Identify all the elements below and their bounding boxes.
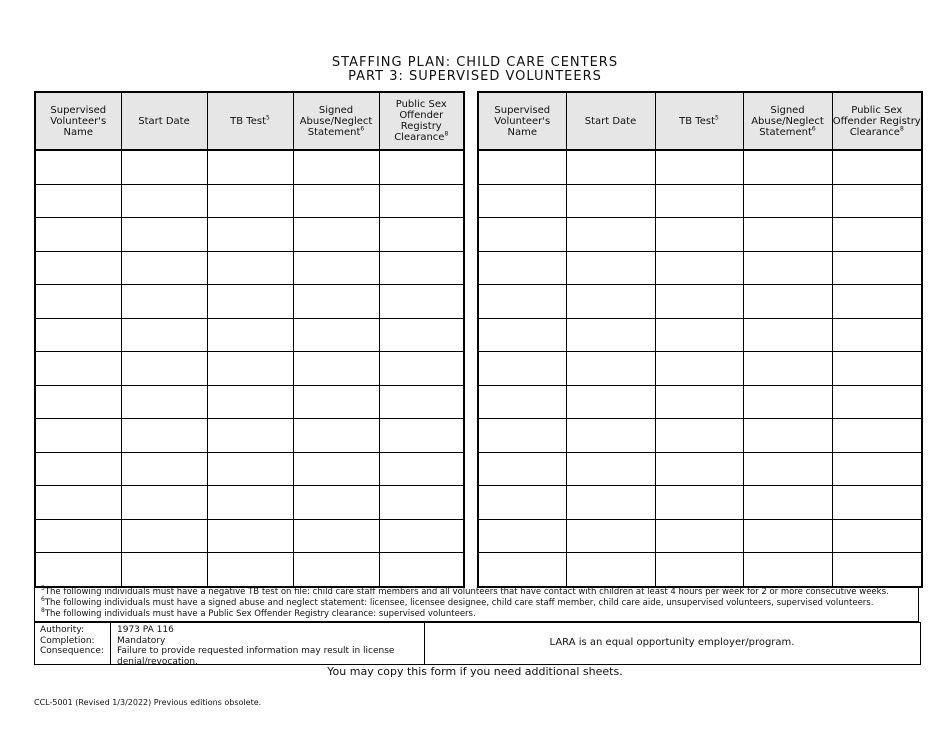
entry-cell[interactable]: [121, 486, 207, 520]
table-header-row: [35, 92, 464, 150]
entry-cell[interactable]: [566, 318, 655, 352]
entry-cell[interactable]: [293, 452, 379, 486]
entry-cell[interactable]: [121, 553, 207, 587]
authority-labels: Authority: Completion: Consequence:: [40, 625, 104, 656]
entry-cell[interactable]: [566, 184, 655, 218]
entry-cell[interactable]: [207, 150, 293, 184]
entry-cell[interactable]: [35, 519, 121, 553]
entry-cell[interactable]: [655, 553, 743, 587]
entry-cell[interactable]: [566, 486, 655, 520]
table-row: [478, 519, 922, 553]
table-header-row: [478, 92, 922, 150]
volunteer-table-right: [477, 91, 923, 588]
table-row: [478, 184, 922, 218]
entry-cell[interactable]: [478, 184, 566, 218]
entry-cell[interactable]: [478, 285, 566, 319]
entry-cell[interactable]: [478, 318, 566, 352]
table-row: [478, 486, 922, 520]
entry-cell[interactable]: [832, 519, 922, 553]
entry-cell[interactable]: [379, 218, 464, 252]
entry-cell[interactable]: [293, 184, 379, 218]
column-header: Supervised Volunteer's Name: [35, 92, 121, 150]
footnote-6: $^6$The following individuals must have a signed abuse and neglect statement: licensee, licensee designee, child care staff member, child care aide, unsupervised volunteers, supervised volunteers.: [41, 596, 874, 608]
entry-cell[interactable]: [832, 419, 922, 453]
entry-cell[interactable]: [478, 419, 566, 453]
table-row: [35, 251, 464, 285]
entry-cell[interactable]: [566, 452, 655, 486]
entry-cell[interactable]: [207, 184, 293, 218]
entry-cell[interactable]: [207, 251, 293, 285]
table-row: [35, 352, 464, 386]
entry-cell[interactable]: [35, 184, 121, 218]
entry-cell[interactable]: [379, 385, 464, 419]
entry-cell[interactable]: [121, 352, 207, 386]
entry-cell[interactable]: [832, 352, 922, 386]
entry-cell[interactable]: [743, 352, 832, 386]
entry-cell[interactable]: [207, 452, 293, 486]
entry-cell[interactable]: [293, 352, 379, 386]
entry-cell[interactable]: [566, 385, 655, 419]
entry-cell[interactable]: [655, 352, 743, 386]
entry-cell[interactable]: [121, 184, 207, 218]
table-row: [478, 385, 922, 419]
entry-cell[interactable]: [743, 150, 832, 184]
entry-cell[interactable]: [35, 285, 121, 319]
authority-box: [34, 622, 921, 665]
entry-cell[interactable]: [566, 352, 655, 386]
entry-cell[interactable]: [478, 452, 566, 486]
column-header: Signed Abuse/Neglect Statement$^6$: [743, 92, 832, 150]
entry-cell[interactable]: [379, 285, 464, 319]
entry-cell[interactable]: [566, 285, 655, 319]
entry-cell[interactable]: [379, 352, 464, 386]
entry-cell[interactable]: [207, 519, 293, 553]
entry-cell[interactable]: [293, 318, 379, 352]
table-row: [478, 285, 922, 319]
entry-cell[interactable]: [743, 285, 832, 319]
entry-cell[interactable]: [832, 150, 922, 184]
entry-cell[interactable]: [655, 486, 743, 520]
footnotes: [34, 586, 919, 622]
volunteer-table-left: [34, 91, 465, 588]
entry-cell[interactable]: [207, 553, 293, 587]
table-row: [35, 218, 464, 252]
entry-cell[interactable]: [655, 184, 743, 218]
entry-cell[interactable]: [566, 150, 655, 184]
column-header: Start Date: [566, 92, 655, 150]
column-header: TB Test$^5$: [655, 92, 743, 150]
footnote-8: $^8$The following individuals must have a Public Sex Offender Registry clearance: supervised volunteers.: [41, 607, 476, 619]
entry-cell[interactable]: [379, 251, 464, 285]
entry-cell[interactable]: [207, 419, 293, 453]
entry-cell[interactable]: [743, 184, 832, 218]
table-row: [478, 318, 922, 352]
entry-cell[interactable]: [121, 285, 207, 319]
table-row: [478, 352, 922, 386]
copy-note: You may copy this form if you need additional sheets.: [327, 665, 623, 678]
entry-cell[interactable]: [35, 218, 121, 252]
equal-opportunity-statement: LARA is an equal opportunity employer/program.: [549, 637, 795, 648]
authority-values: 1973 PA 116 Mandatory Failure to provide requested information may result in license denial/revocation.: [117, 625, 395, 667]
entry-cell[interactable]: [207, 218, 293, 252]
entry-cell[interactable]: [478, 519, 566, 553]
entry-cell[interactable]: [379, 452, 464, 486]
entry-cell[interactable]: [121, 218, 207, 252]
table-row: [35, 150, 464, 184]
form-subtitle: PART 3: SUPERVISED VOLUNTEERS: [348, 69, 602, 84]
table-row: [478, 452, 922, 486]
entry-cell[interactable]: [379, 150, 464, 184]
entry-cell[interactable]: [478, 486, 566, 520]
entry-cell[interactable]: [293, 218, 379, 252]
entry-cell[interactable]: [655, 150, 743, 184]
table-row: [35, 419, 464, 453]
column-header: Public Sex Offender Registry Clearance$^8$: [379, 92, 464, 150]
entry-cell[interactable]: [35, 419, 121, 453]
entry-cell[interactable]: [832, 318, 922, 352]
entry-cell[interactable]: [35, 251, 121, 285]
entry-cell[interactable]: [832, 486, 922, 520]
table-row: [478, 419, 922, 453]
table-row: [35, 184, 464, 218]
entry-cell[interactable]: [566, 419, 655, 453]
table-row: [35, 553, 464, 587]
entry-cell[interactable]: [743, 486, 832, 520]
entry-cell[interactable]: [655, 218, 743, 252]
entry-cell[interactable]: [743, 419, 832, 453]
entry-cell[interactable]: [207, 285, 293, 319]
entry-cell[interactable]: [121, 452, 207, 486]
table-row: [35, 486, 464, 520]
entry-cell[interactable]: [379, 419, 464, 453]
entry-cell[interactable]: [832, 251, 922, 285]
column-header: Signed Abuse/Neglect Statement$^6$: [293, 92, 379, 150]
entry-cell[interactable]: [207, 486, 293, 520]
entry-cell[interactable]: [743, 553, 832, 587]
entry-cell[interactable]: [566, 553, 655, 587]
table-row: [478, 251, 922, 285]
entry-cell[interactable]: [293, 285, 379, 319]
footnote-5: $^5$The following individuals must have a negative TB test on file: child care staff members and all volunteers that have contact with children at least 4 hours per week for 2 or more consecutive weeks.: [41, 585, 889, 597]
entry-cell[interactable]: [293, 251, 379, 285]
entry-cell[interactable]: [293, 553, 379, 587]
entry-cell[interactable]: [293, 150, 379, 184]
entry-cell[interactable]: [743, 251, 832, 285]
entry-cell[interactable]: [832, 218, 922, 252]
entry-cell[interactable]: [566, 218, 655, 252]
entry-cell[interactable]: [743, 385, 832, 419]
table-row: [478, 150, 922, 184]
table-row: [35, 452, 464, 486]
table-row: [35, 519, 464, 553]
entry-cell[interactable]: [478, 218, 566, 252]
entry-cell[interactable]: [655, 318, 743, 352]
entry-cell[interactable]: [121, 251, 207, 285]
entry-cell[interactable]: [379, 486, 464, 520]
column-header: Supervised Volunteer's Name: [478, 92, 566, 150]
entry-cell[interactable]: [207, 385, 293, 419]
entry-cell[interactable]: [207, 352, 293, 386]
entry-cell[interactable]: [743, 318, 832, 352]
entry-cell[interactable]: [832, 553, 922, 587]
entry-cell[interactable]: [379, 318, 464, 352]
entry-cell[interactable]: [743, 218, 832, 252]
entry-cell[interactable]: [655, 452, 743, 486]
entry-cell[interactable]: [121, 150, 207, 184]
entry-cell[interactable]: [121, 519, 207, 553]
entry-cell[interactable]: [121, 318, 207, 352]
entry-cell[interactable]: [655, 519, 743, 553]
entry-cell[interactable]: [35, 452, 121, 486]
form-title: STAFFING PLAN: CHILD CARE CENTERS: [331, 55, 619, 70]
entry-cell[interactable]: [293, 385, 379, 419]
entry-cell[interactable]: [832, 385, 922, 419]
entry-cell[interactable]: [35, 352, 121, 386]
entry-cell[interactable]: [832, 184, 922, 218]
entry-cell[interactable]: [35, 486, 121, 520]
form-id: CCL-5001 (Revised 1/3/2022) Previous editions obsolete.: [34, 698, 262, 707]
entry-cell[interactable]: [478, 150, 566, 184]
column-header: Start Date: [121, 92, 207, 150]
entry-cell[interactable]: [566, 251, 655, 285]
entry-cell[interactable]: [35, 385, 121, 419]
table-row: [478, 218, 922, 252]
entry-cell[interactable]: [35, 150, 121, 184]
entry-cell[interactable]: [293, 519, 379, 553]
entry-cell[interactable]: [655, 251, 743, 285]
entry-cell[interactable]: [379, 519, 464, 553]
entry-cell[interactable]: [743, 452, 832, 486]
entry-cell[interactable]: [566, 519, 655, 553]
table-row: [478, 553, 922, 587]
entry-cell[interactable]: [121, 419, 207, 453]
entry-cell[interactable]: [832, 452, 922, 486]
table-row: [35, 285, 464, 319]
entry-cell[interactable]: [655, 385, 743, 419]
entry-cell[interactable]: [207, 318, 293, 352]
entry-cell[interactable]: [478, 251, 566, 285]
entry-cell[interactable]: [35, 553, 121, 587]
entry-cell[interactable]: [121, 385, 207, 419]
entry-cell[interactable]: [293, 419, 379, 453]
column-header: TB Test$^5$: [207, 92, 293, 150]
entry-cell[interactable]: [478, 352, 566, 386]
column-header: Public Sex Offender Registry Clearance$^8$: [832, 92, 922, 150]
entry-cell[interactable]: [478, 385, 566, 419]
entry-cell[interactable]: [655, 285, 743, 319]
entry-cell[interactable]: [832, 285, 922, 319]
entry-cell[interactable]: [655, 419, 743, 453]
entry-cell[interactable]: [379, 184, 464, 218]
entry-cell[interactable]: [293, 486, 379, 520]
entry-cell[interactable]: [743, 519, 832, 553]
entry-cell[interactable]: [379, 553, 464, 587]
table-row: [35, 318, 464, 352]
table-row: [35, 385, 464, 419]
entry-cell[interactable]: [478, 553, 566, 587]
entry-cell[interactable]: [35, 318, 121, 352]
